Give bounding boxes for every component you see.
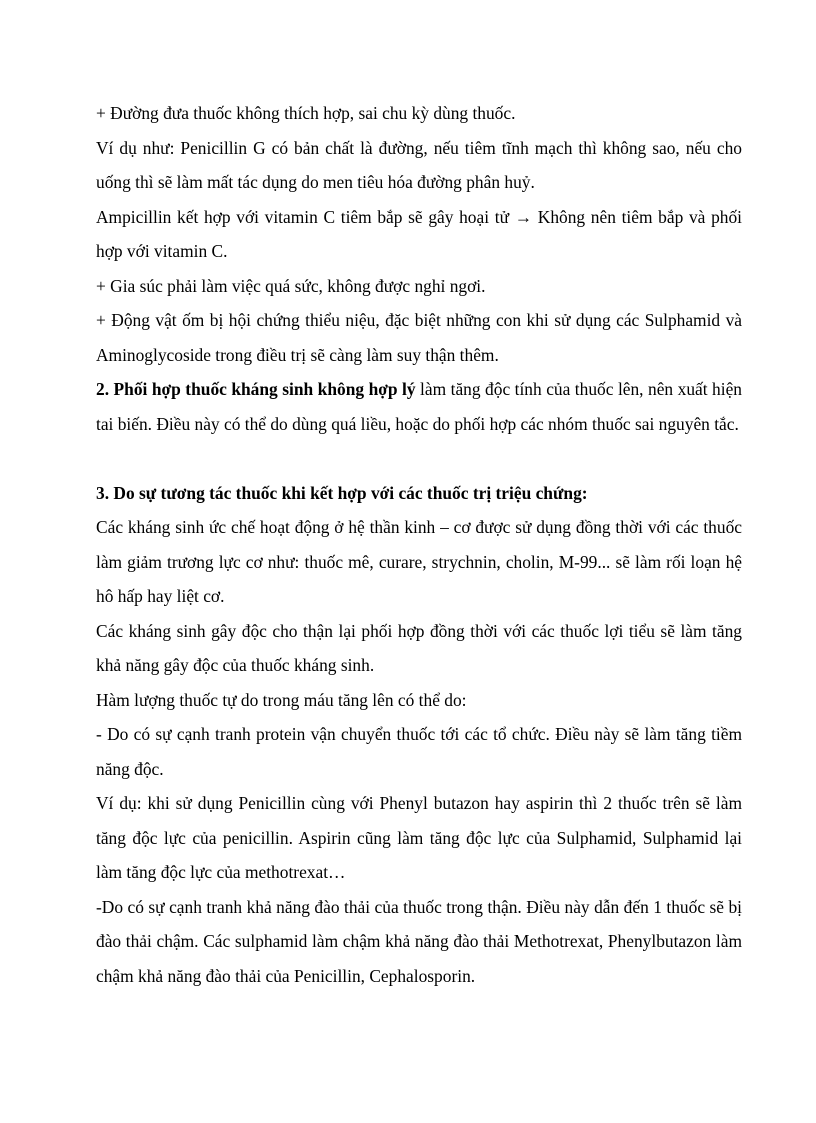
paragraph-neuromuscular: Các kháng sinh ức chế hoạt động ở hệ thần kinh – cơ được sử dụng đồng thời với các thuốc làm giảm trương lực cơ như: thuốc mê, curare, strychnin, cholin, M-99... sẽ làm rối loạn hệ hô hấp hay liệt cơ. — [96, 517, 742, 606]
paragraph-oliguria: + Động vật ốm bị hội chứng thiểu niệu, đặc biệt những con khi sử dụng các Sulphamid và Aminoglycoside trong điều trị sẽ càng làm suy thận thêm. — [96, 310, 742, 365]
paragraph-overwork: + Gia súc phải làm việc quá sức, không được nghỉ ngơi. — [96, 275, 486, 296]
section-3-heading-text: 3. Do sự tương tác thuốc khi kết hợp với các thuốc trị triệu chứng: — [96, 482, 588, 503]
blank-line — [96, 441, 742, 476]
document-page — [96, 96, 742, 993]
section-3-heading — [96, 476, 742, 511]
paragraph-penicillin-example: Ví dụ như: Penicillin G có bản chất là đường, nếu tiêm tĩnh mạch thì không sao, nếu cho uống thì sẽ làm mất tác dụng do men tiêu hóa đường phân huỷ. — [96, 137, 742, 192]
paragraph-ampicillin: Ampicillin kết hợp với vitamin C tiêm bắp sẽ gây hoại tử → Không nên tiêm bắp và phối hợp với vitamin C. — [96, 206, 742, 261]
paragraph-nephrotoxic: Các kháng sinh gây độc cho thận lại phối hợp đồng thời với các thuốc lợi tiểu sẽ làm tăng khả năng gây độc của thuốc kháng sinh. — [96, 620, 742, 675]
paragraph-route: + Đường đưa thuốc không thích hợp, sai chu kỳ dùng thuốc. — [96, 103, 516, 123]
paragraph-free-drug: Hàm lượng thuốc tự do trong máu tăng lên có thể do: — [96, 689, 467, 710]
paragraph-renal-competition: -Do có sự cạnh tranh khả năng đào thải của thuốc trong thận. Điều này dẫn đến 1 thuốc sẽ bị đào thải chậm. Các sulphamid làm chậm khả năng đào thải Methotrexat, Phenylbutazon làm chậm khả năng đào thải của Penicillin, Cephalosporin. — [96, 896, 742, 986]
section-2-text: làm tăng độc tính của thuốc lên, nên xuất hiện tai biến. Điều này có thể do dùng quá liều, hoặc do phối hợp các nhóm thuốc sai nguyên tắc. — [96, 379, 742, 434]
section-2-heading: 2. Phối hợp thuốc kháng sinh không hợp lý — [96, 379, 416, 399]
paragraph-example-aspirin: Ví dụ: khi sử dụng Penicillin cùng với Phenyl butazon hay aspirin thì 2 thuốc trên sẽ làm tăng độc lực của penicillin. Aspirin cũng làm tăng độc lực của Sulphamid, Sulphamid lại làm tăng độc lực của methotrexat… — [96, 793, 742, 882]
paragraph-section-2 — [96, 372, 742, 441]
paragraph-protein-competition: - Do có sự cạnh tranh protein vận chuyển thuốc tới các tổ chức. Điều này sẽ làm tăng tiềm năng độc. — [96, 724, 742, 779]
